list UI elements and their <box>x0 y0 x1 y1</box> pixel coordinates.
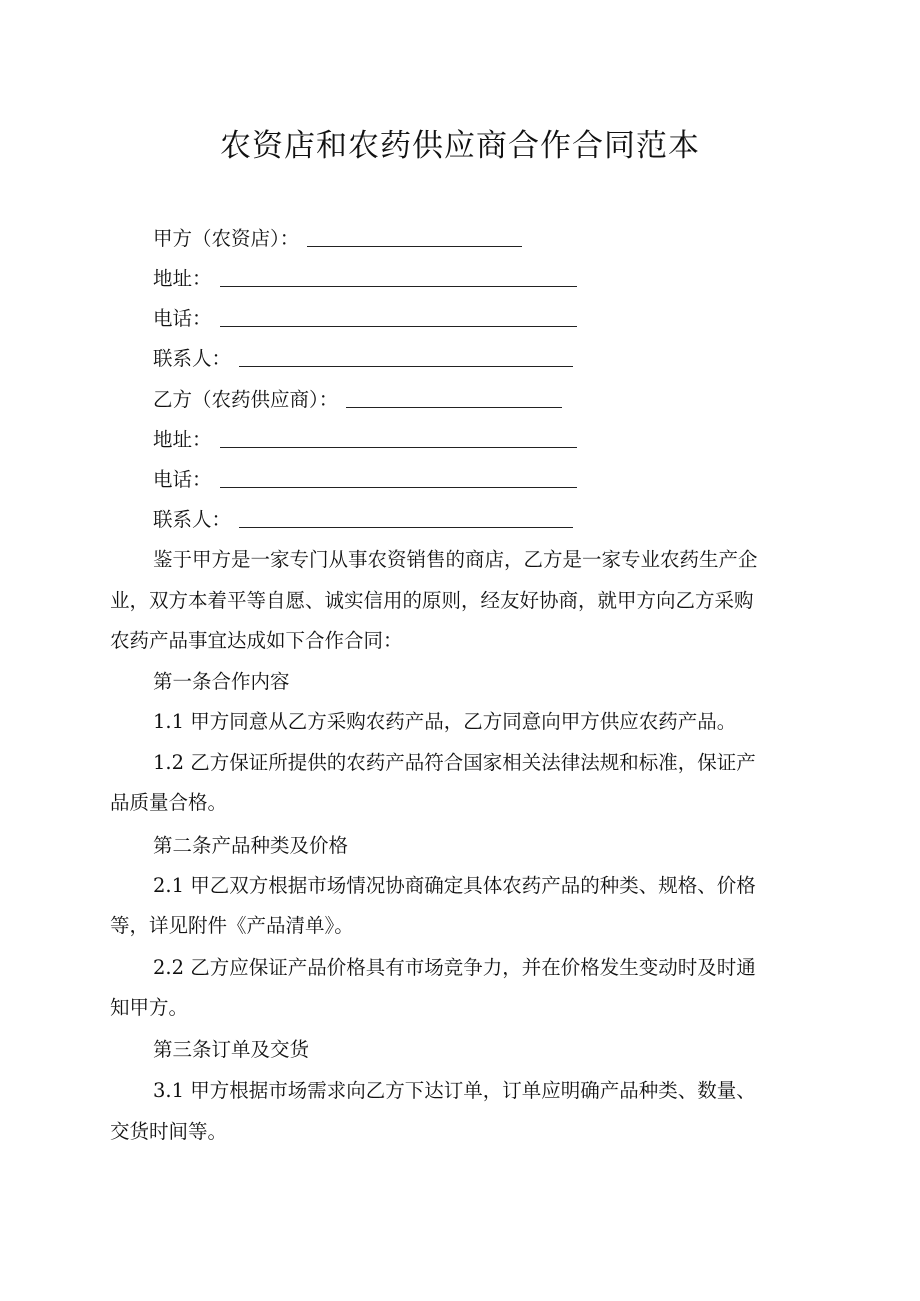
party-a-label: 甲方（农资店）： <box>153 227 300 250</box>
document-title: 农资店和农药供应商合作合同范本 <box>220 128 700 164</box>
preamble-line-2: 业，双方本着平等自愿、诚实信用的原则，经友好协商，就甲方向乙方采购 <box>110 589 754 612</box>
party-b-address-blank <box>220 446 577 448</box>
party-a-phone-blank <box>220 325 577 327</box>
party-b-phone-row <box>110 460 868 500</box>
clause-2-2-line-1: 2.2 乙方应保证产品价格具有市场竞争力，并在价格发生变动时及时通 <box>153 956 756 979</box>
clause-1-2-line-2: 品质量合格。 <box>110 791 228 814</box>
section1-heading: 第一条合作内容 <box>153 670 290 693</box>
clause-1-1: 1.1 甲方同意从乙方采购农药产品，乙方同意向甲方供应农药产品。 <box>153 710 737 733</box>
party-a-contact-blank <box>239 365 573 367</box>
clause-2-1-line-1: 2.1 甲乙双方根据市场情况协商确定具体农药产品的种类、规格、价格 <box>153 874 756 897</box>
party-b-blank <box>346 406 562 408</box>
preamble-line-1: 鉴于甲方是一家专门从事农资销售的商店，乙方是一家专业农药生产企 <box>153 548 758 571</box>
party-b-label: 乙方（农药供应商）： <box>153 388 339 411</box>
clause-2-1-line-2: 等，详见附件《产品清单》。 <box>110 914 354 937</box>
preamble-line-3: 农药产品事宜达成如下合作合同： <box>110 629 403 652</box>
clause-3-1-line-1: 3.1 甲方根据市场需求向乙方下达订单，订单应明确产品种类、数量、 <box>153 1079 756 1102</box>
party-a-phone-row <box>110 299 868 339</box>
clause-3-1-line-2: 交货时间等。 <box>110 1120 228 1143</box>
party-a-contact-row <box>110 339 868 379</box>
section3-heading: 第三条订单及交货 <box>153 1038 310 1061</box>
party-b-phone-label: 电话： <box>153 468 212 491</box>
party-a-phone-label: 电话： <box>153 307 212 330</box>
party-b-contact-blank <box>239 526 573 528</box>
party-a-blank <box>307 245 522 247</box>
party-b-phone-blank <box>220 486 577 488</box>
clause-1-2-line-1: 1.2 乙方保证所提供的农药产品符合国家相关法律法规和标准，保证产 <box>153 751 756 774</box>
party-a-contact-label: 联系人： <box>153 347 232 370</box>
party-b-address-row <box>110 420 868 460</box>
party-b-address-label: 地址： <box>153 428 212 451</box>
party-a-row <box>110 219 868 259</box>
party-b-contact-label: 联系人： <box>153 508 232 531</box>
party-a-address-row <box>110 259 868 299</box>
party-b-contact-row <box>110 500 868 540</box>
clause-2-2-line-2: 知甲方。 <box>110 996 189 1019</box>
section2-heading: 第二条产品种类及价格 <box>153 834 349 857</box>
party-a-address-blank <box>220 285 577 287</box>
party-a-address-label: 地址： <box>153 267 212 290</box>
party-b-row <box>110 380 868 420</box>
